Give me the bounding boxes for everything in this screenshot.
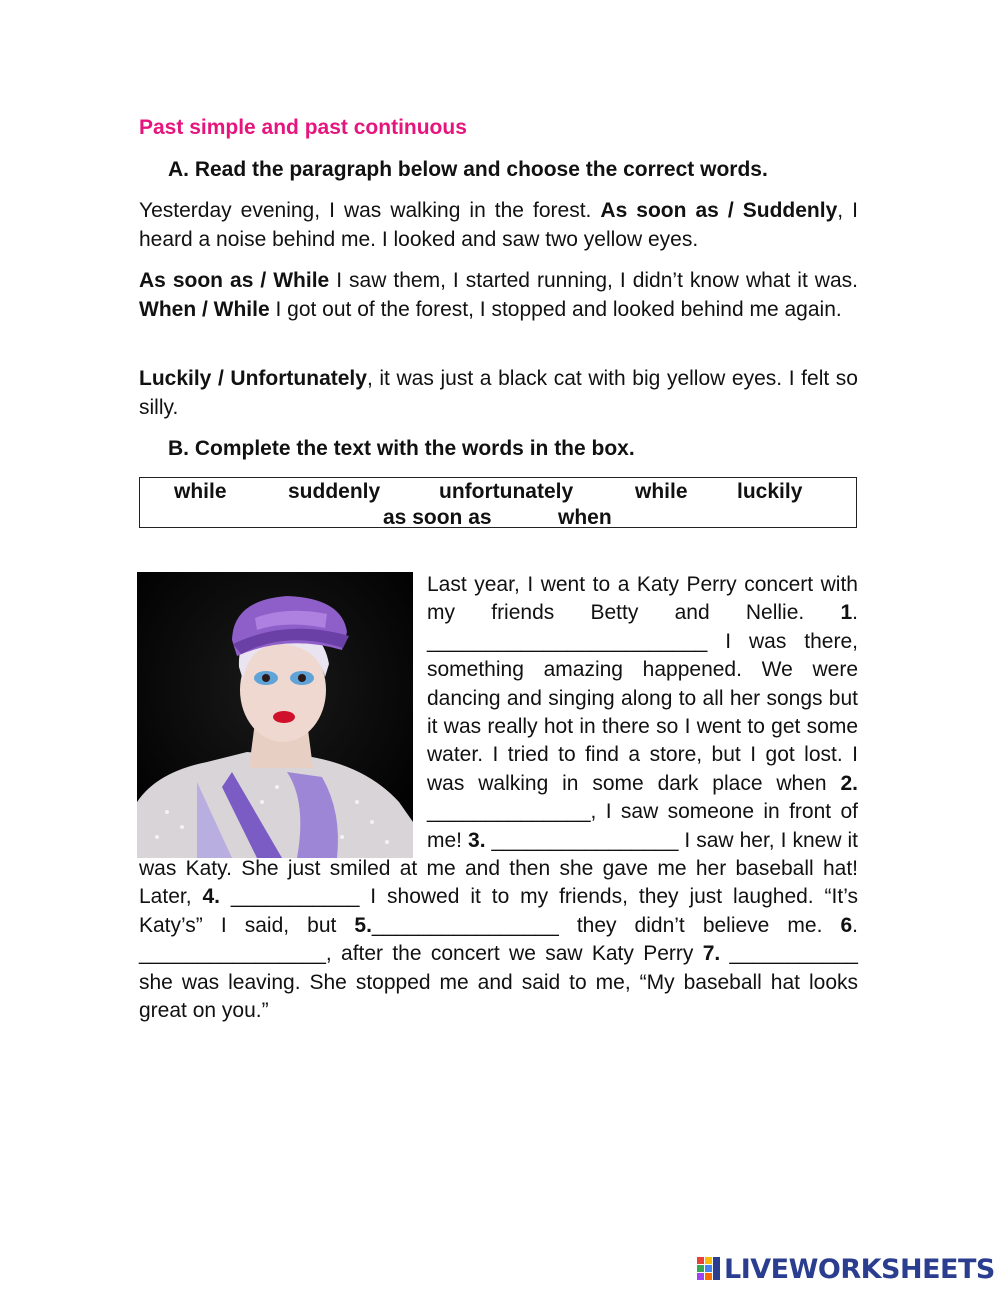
- story-segment[interactable]: ___________ she was leaving. She stopped me and said to me, “My baseball hat looks great on you.”: [139, 942, 858, 1023]
- word-choice[interactable]: Luckily / Unfortunately: [139, 367, 367, 390]
- story-segment[interactable]: ___________ I showed it to my friends, they just laughed. “It’s Katy’s” I said, but: [139, 885, 858, 937]
- blank-number: 5.: [354, 913, 372, 937]
- blank-number: 4.: [202, 885, 220, 909]
- blank-number: 7.: [702, 942, 721, 966]
- word-box-item: unfortunately: [439, 480, 574, 503]
- story-segment[interactable]: ________________ they didn’t believe me.: [371, 913, 841, 937]
- paragraph-text: I saw them, I started running, I didn’t know what it was.: [329, 269, 858, 292]
- logo-text: LIVEWORKSHEETS: [724, 1253, 995, 1285]
- paragraph-text: Yesterday evening, I was walking in the forest.: [139, 199, 601, 222]
- word-box-item: while: [174, 480, 227, 503]
- word-choice[interactable]: As soon as / While: [139, 269, 330, 292]
- story-segment[interactable]: ______________, I saw someone in front of me!: [427, 800, 858, 852]
- photo-spacer: [139, 571, 427, 855]
- word-choice[interactable]: As soon as / Suddenly: [600, 199, 838, 222]
- word-box-item: while: [635, 480, 688, 503]
- blank-number: 1: [840, 601, 853, 625]
- word-box-item: when: [558, 506, 612, 529]
- logo-icon: [697, 1257, 721, 1281]
- story-segment[interactable]: ________________ I saw her, I knew it was Katy. She just smiled at me and then she gave me her baseball hat! Later,: [139, 828, 858, 909]
- word-box: [139, 477, 857, 528]
- paragraph-text: I got out of the forest, I stopped and looked behind me again.: [269, 297, 842, 321]
- paragraph-text: , I heard a noise behind me. I looked and saw two yellow eyes.: [139, 199, 858, 251]
- story-segment: Last year, I went to a Katy Perry concert with my friends Betty and Nellie.: [427, 573, 858, 625]
- story-text: [139, 571, 858, 1026]
- section-a-heading: A. Read the paragraph below and choose the correct words.: [168, 158, 768, 181]
- word-choice[interactable]: When / While: [139, 297, 270, 321]
- section-b-heading: B. Complete the text with the words in the box.: [168, 437, 635, 460]
- word-box-item: suddenly: [288, 480, 381, 503]
- story-segment[interactable]: . ________________________ I was there, something amazing happened. We were dancing and singing along to all her songs but it was really hot in there so I went to get some water. I tried to find a store, but I got lost. I was walking in some dark place when: [427, 601, 858, 795]
- worksheet-title: Past simple and past continuous: [139, 116, 467, 139]
- story-segment[interactable]: . ________________, after the concert we saw Katy Perry: [139, 913, 858, 966]
- blank-number: 2.: [840, 771, 858, 795]
- word-box-item: as soon as: [383, 506, 492, 529]
- blank-number: 3.: [468, 828, 486, 852]
- paragraph-3: [139, 365, 858, 422]
- blank-number: 6: [840, 913, 853, 937]
- paragraph-1: [139, 197, 858, 254]
- paragraph-2: [139, 267, 858, 324]
- paragraph-text: , it was just a black cat with big yellow eyes. I felt so silly.: [139, 367, 858, 419]
- word-box-item: luckily: [737, 480, 803, 503]
- liveworksheets-logo: [697, 1252, 995, 1286]
